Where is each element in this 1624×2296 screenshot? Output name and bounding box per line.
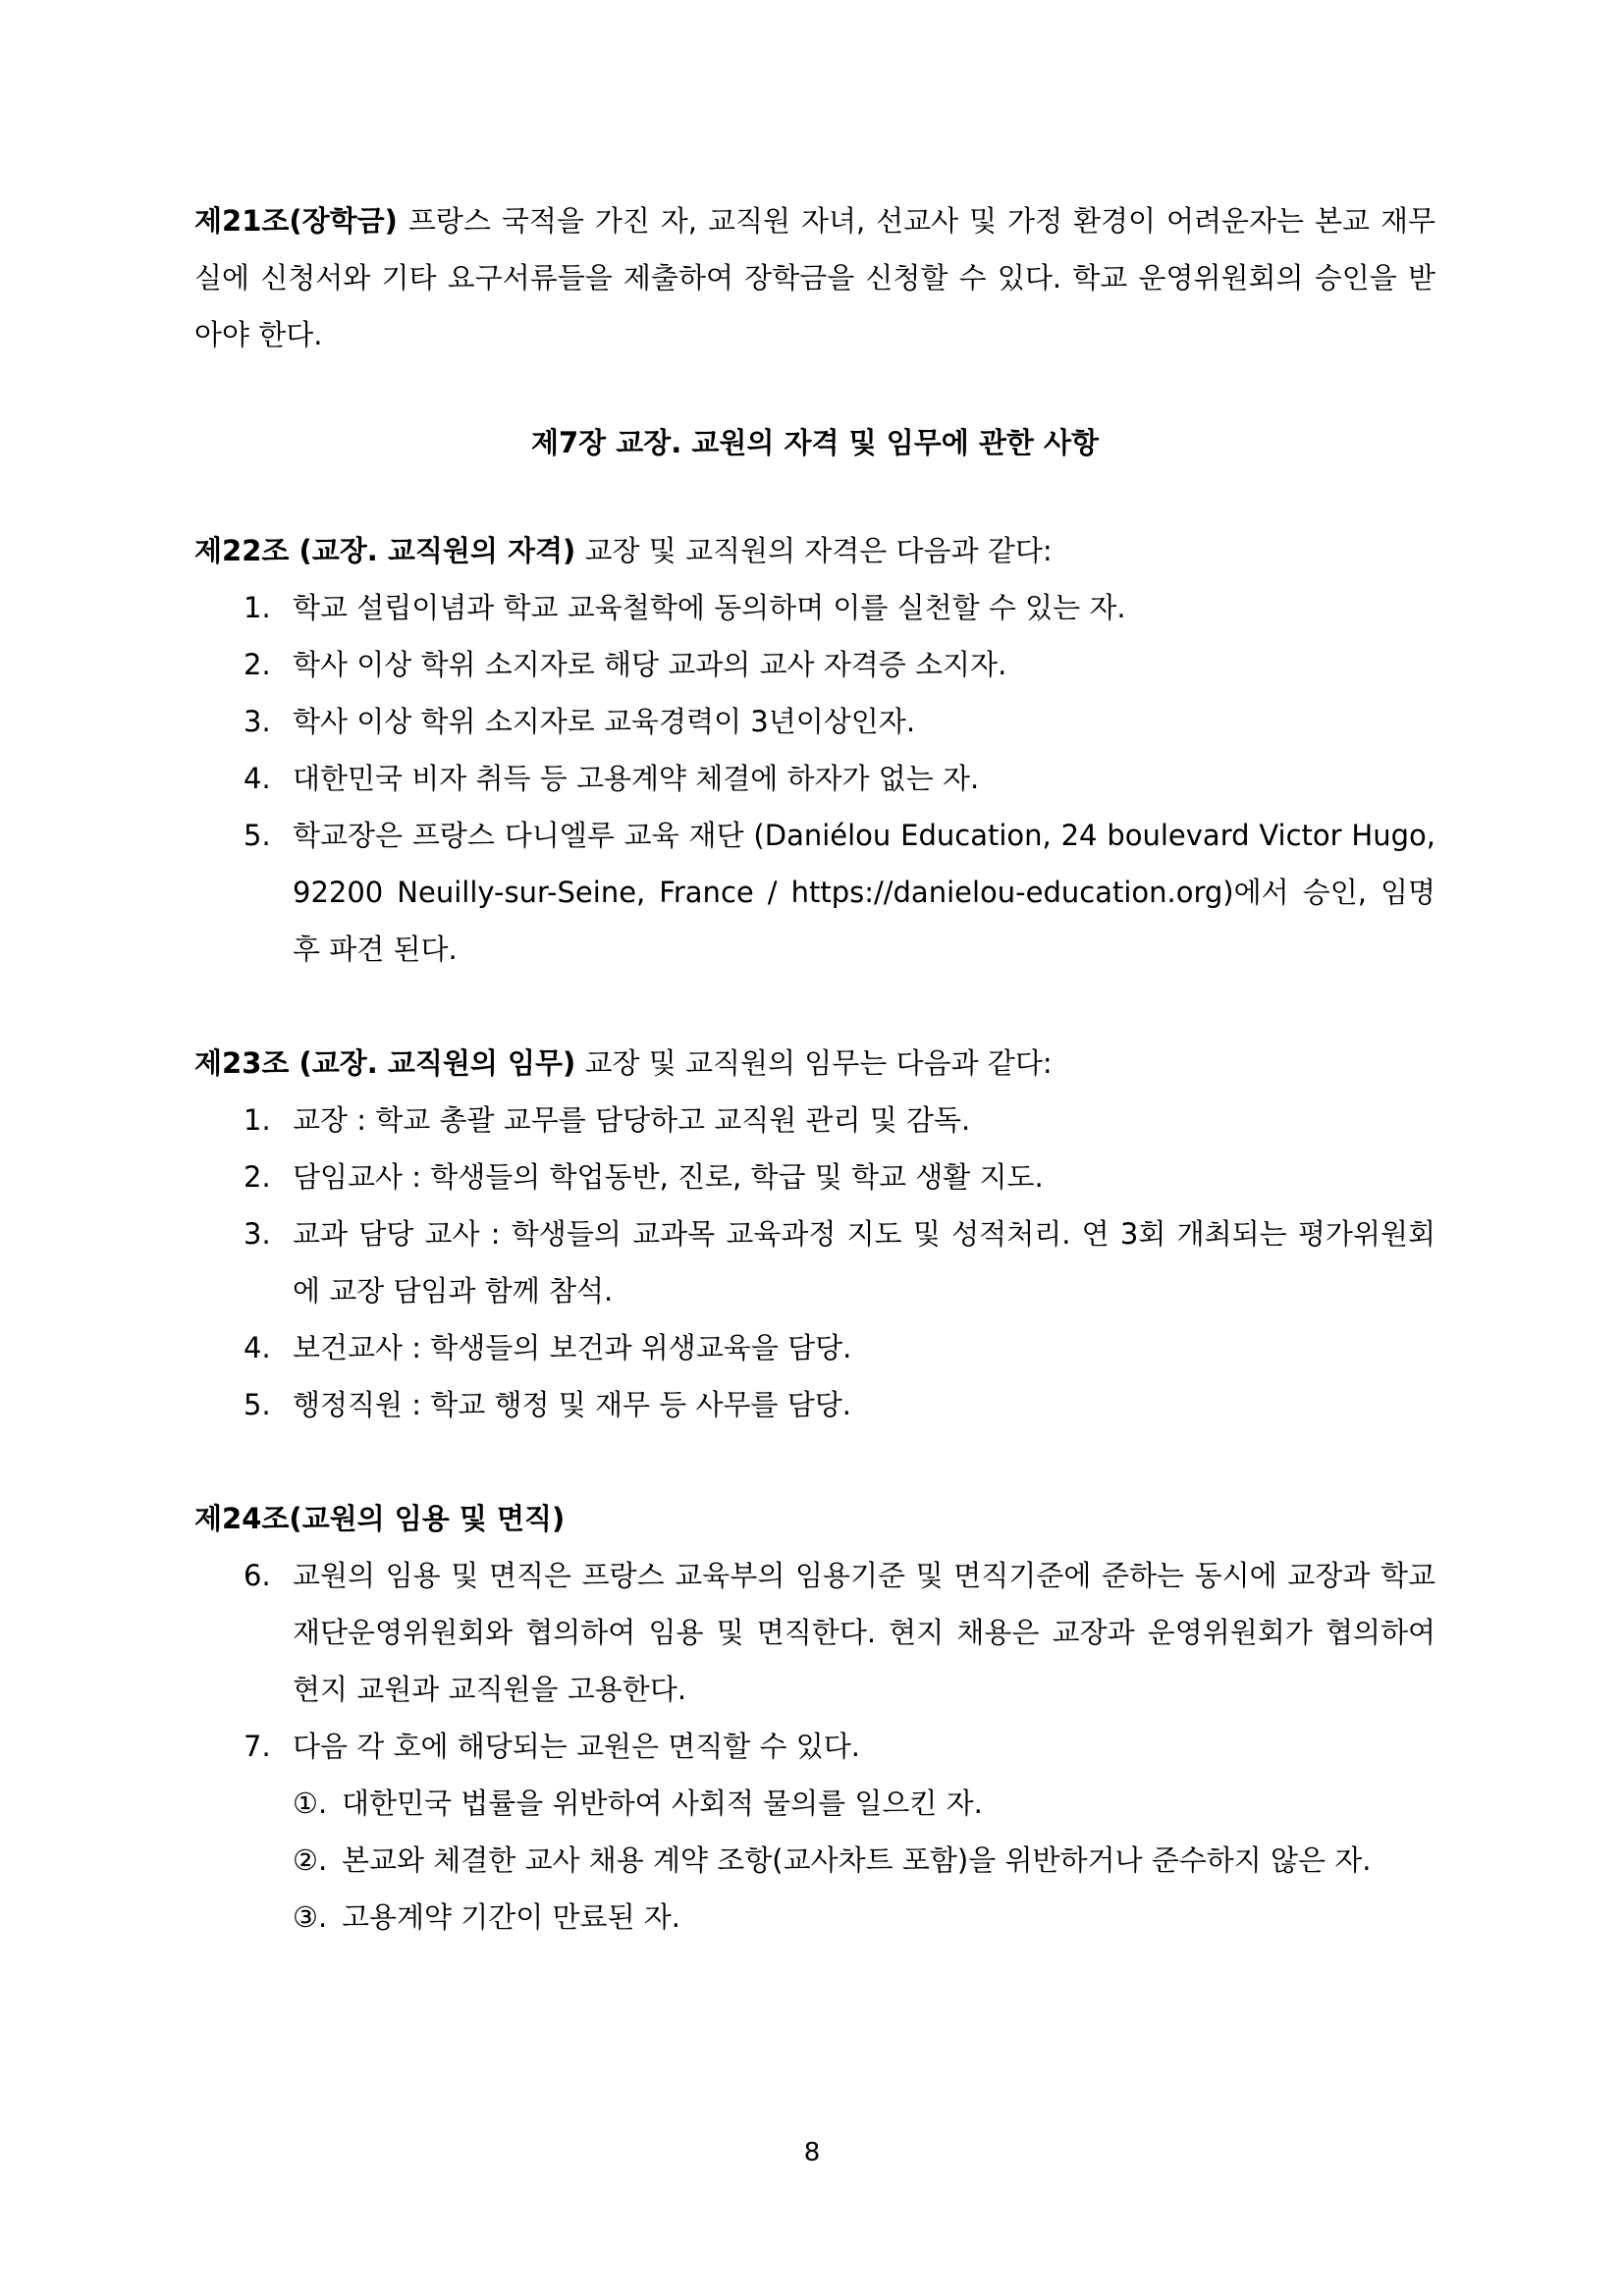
list-item: 5. 행정직원 : 학교 행정 및 재무 등 사무를 담당. [244, 1388, 851, 1421]
list-item: 4. 보건교사 : 학생들의 보건과 위생교육을 담당. [244, 1331, 852, 1364]
list-item: 2. 담임교사 : 학생들의 학업동반, 진로, 학급 및 학교 생활 지도. [244, 1160, 1044, 1194]
list-item: 1. 학교 설립이념과 학교 교육철학에 동의하며 이를 실천할 수 있는 자. [244, 591, 1126, 624]
article-23-header [194, 1035, 1435, 1092]
list-item: 3. 학사 이상 학위 소지자로 교육경력이 3년이상인자. [244, 705, 916, 738]
article-22-header [194, 522, 1435, 579]
article-21 [194, 192, 1435, 363]
list-item: 3. 교과 담당 교사 : 학생들의 교과목 교육과정 지도 및 성적처리. 연 3회 개최되는 평가위원회에 교장 담임과 함께 참석. [244, 1217, 1435, 1308]
chapter-7-heading: 제7장 교장. 교원의 자격 및 임무에 관한 사항 [530, 426, 1100, 459]
article-22-title: 제22조 (교장. 교직원의 자격) [194, 534, 576, 567]
article-24-sublist [194, 1775, 1435, 1946]
list-item: 1. 교장 : 학교 총괄 교무를 담당하고 교직원 관리 및 감독. [244, 1103, 971, 1137]
document-page [194, 192, 1435, 1946]
sub-list-item: ②. 본교와 체결한 교사 채용 계약 조항(교사차트 포함)을 위반하거나 준수하지 않은 자. [293, 1843, 1372, 1877]
page-number: 8 [803, 2138, 821, 2167]
article-22-intro: 교장 및 교직원의 자격은 다음과 같다: [584, 534, 1053, 567]
article-24-title: 제24조(교원의 임용 및 면직) [194, 1502, 566, 1535]
list-item: 7. 다음 각 호에 해당되는 교원은 면직할 수 있다. [244, 1730, 860, 1763]
article-21-title: 제21조(장학금) [194, 204, 398, 238]
article-23-title: 제23조 (교장. 교직원의 임무) [194, 1046, 576, 1080]
sub-list-item: ③. 고용계약 기간이 만료된 자. [293, 1900, 681, 1934]
sub-list-item: ①. 대한민국 법률을 위반하여 사회적 물의를 일으킨 자. [293, 1787, 983, 1820]
article-23-list [194, 1092, 1435, 1433]
article-23-intro: 교장 및 교직원의 임무는 다음과 같다: [584, 1046, 1053, 1080]
article-21-body: 프랑스 국적을 가진 자, 교직원 자녀, 선교사 및 가정 환경이 어려운자는 본교 재무실에 신청서와 기타 요구서류들을 제출하여 장학금을 신청할 수 있다. 학교 운영위원회의 승인을 받아야 한다. [194, 204, 1435, 351]
list-item: 5. 학교장은 프랑스 다니엘루 교육 재단 (Daniélou Education, 24 boulevard Victor Hugo, 92200 Neuilly-sur-Seine, France / https://danielou-education.org)에서 승인, 임명 후 파견 된다. [244, 819, 1435, 966]
list-item: 6. 교원의 임용 및 면직은 프랑스 교육부의 임용기준 및 면직기준에 준하는 동시에 교장과 학교재단운영위원회와 협의하여 임용 및 면직한다. 현지 채용은 교장과 운영위원회가 협의하여 현지 교원과 교직원을 고용한다. [244, 1559, 1435, 1706]
list-item: 2. 학사 이상 학위 소지자로 해당 교과의 교사 자격증 소지자. [244, 648, 1007, 681]
article-24-list [194, 1547, 1435, 1775]
list-item: 4. 대한민국 비자 취득 등 고용계약 체결에 하자가 없는 자. [244, 762, 980, 795]
article-22-list [194, 579, 1435, 978]
